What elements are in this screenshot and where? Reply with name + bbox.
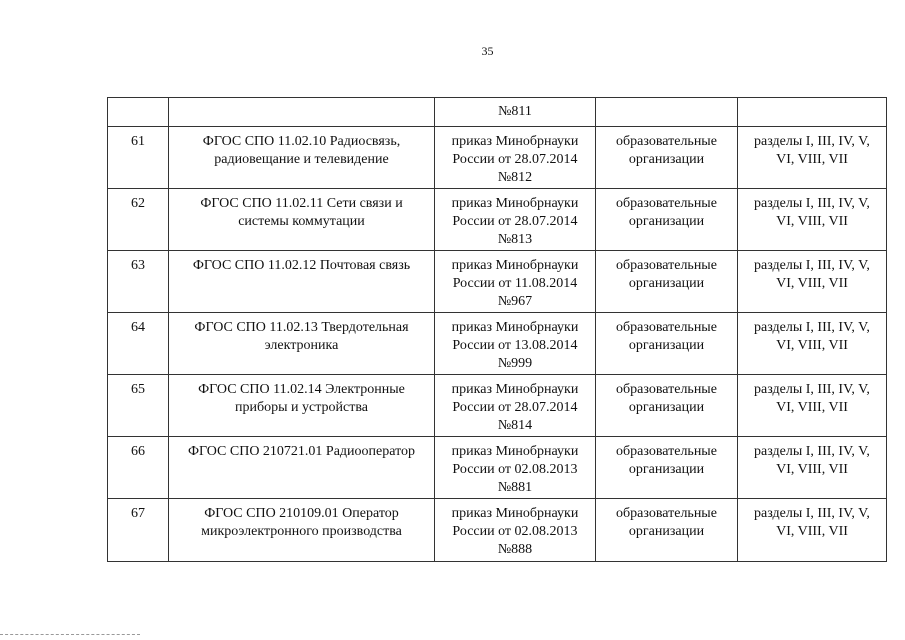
cell-line: приказ Минобрнауки — [451, 258, 579, 273]
cell-line: VI, VIII, VII — [776, 276, 848, 291]
cell-line: разделы I, III, IV, V, — [754, 506, 870, 521]
cell-line: России от 13.08.2014 — [452, 338, 578, 353]
cell-doc — [435, 251, 596, 313]
cell-line: системы коммутации — [238, 214, 365, 229]
cell-line: организации — [628, 524, 705, 539]
cell-sections — [738, 437, 887, 499]
cell-line: разделы I, III, IV, V, — [754, 258, 870, 273]
footer-rule — [0, 634, 140, 636]
cell-line: организации — [628, 276, 705, 291]
cell-num: 64 — [108, 313, 169, 375]
cell-line: №812 — [497, 170, 533, 185]
cell-sections — [738, 313, 887, 375]
cell-num: 62 — [108, 189, 169, 251]
table-row-continuation — [108, 98, 887, 127]
cell-doc — [435, 127, 596, 189]
cell-line: ФГОС СПО 11.02.12 Почтовая связь — [192, 258, 411, 273]
cell-line: образовательные — [616, 196, 717, 211]
cell-doc — [435, 437, 596, 499]
cell-name — [169, 127, 435, 189]
cell-line: VI, VIII, VII — [776, 524, 848, 539]
cell-line: образовательные — [616, 444, 717, 459]
cell-line: разделы I, III, IV, V, — [754, 134, 870, 149]
cell-line: приборы и устройства — [235, 400, 368, 415]
cell-line: ФГОС СПО 210109.01 Оператор — [204, 506, 399, 521]
cell-line: разделы I, III, IV, V, — [754, 196, 870, 211]
cell-sections — [738, 499, 887, 562]
cell-doc — [435, 499, 596, 562]
cell-line: VI, VIII, VII — [776, 400, 848, 415]
cell-subject — [596, 251, 738, 313]
cell-subject — [596, 127, 738, 189]
cell-line: приказ Минобрнауки — [451, 382, 579, 397]
cell-line: приказ Минобрнауки — [451, 506, 579, 521]
cell-subject — [596, 375, 738, 437]
cell-line: №888 — [497, 542, 533, 557]
cell-line: №881 — [497, 480, 533, 495]
cell-line: России от 11.08.2014 — [452, 276, 578, 291]
cell-line: разделы I, III, IV, V, — [754, 382, 870, 397]
cell-line: организации — [628, 214, 705, 229]
cell-line: России от 28.07.2014 — [452, 214, 578, 229]
cell-num: 61 — [108, 127, 169, 189]
standards-table — [107, 97, 887, 562]
cell-num: 66 — [108, 437, 169, 499]
cell-line: VI, VIII, VII — [776, 462, 848, 477]
cell-line: России от 28.07.2014 — [452, 400, 578, 415]
page-number: 35 — [481, 44, 494, 58]
cell-name — [169, 375, 435, 437]
table-row — [108, 499, 887, 562]
cell-line: разделы I, III, IV, V, — [754, 320, 870, 335]
cell-subject — [596, 313, 738, 375]
cell-line: микроэлектронного производства — [201, 524, 402, 539]
cell-subject — [596, 98, 738, 127]
cell-line: ФГОС СПО 11.02.11 Сети связи и — [200, 196, 403, 211]
cell-line: приказ Минобрнауки — [451, 134, 579, 149]
cell-doc — [435, 189, 596, 251]
cell-line: №813 — [497, 232, 533, 247]
cell-line: образовательные — [616, 258, 717, 273]
cell-line: №814 — [497, 418, 533, 433]
cell-line: приказ Минобрнауки — [451, 320, 579, 335]
cell-subject — [596, 189, 738, 251]
cell-subject — [596, 499, 738, 562]
cell-sections — [738, 127, 887, 189]
table-row — [108, 437, 887, 499]
cell-line: №999 — [497, 356, 533, 371]
cell-line: образовательные — [616, 506, 717, 521]
cell-line: VI, VIII, VII — [776, 152, 848, 167]
cell-num: 65 — [108, 375, 169, 437]
cell-num: 67 — [108, 499, 169, 562]
table-row — [108, 313, 887, 375]
cell-num — [108, 98, 169, 127]
cell-name — [169, 499, 435, 562]
table-row — [108, 127, 887, 189]
cell-name — [169, 313, 435, 375]
cell-line: России от 02.08.2013 — [452, 462, 578, 477]
cell-line: ФГОС СПО 11.02.13 Твердотельная — [194, 320, 409, 335]
cell-line: организации — [628, 400, 705, 415]
cell-line: ФГОС СПО 11.02.14 Электронные — [198, 382, 405, 397]
table-row — [108, 375, 887, 437]
cell-name — [169, 251, 435, 313]
cell-name — [169, 189, 435, 251]
cell-line: образовательные — [616, 134, 717, 149]
cell-line: VI, VIII, VII — [776, 338, 848, 353]
cell-line: организации — [628, 338, 705, 353]
cell-subject — [596, 437, 738, 499]
cell-line: организации — [628, 152, 705, 167]
cell-sections — [738, 189, 887, 251]
cell-line: №967 — [497, 294, 533, 309]
cell-line: ФГОС СПО 11.02.10 Радиосвязь, — [202, 134, 401, 149]
cell-sections — [738, 98, 887, 127]
cell-line: ФГОС СПО 210721.01 Радиооператор — [187, 444, 416, 459]
cell-doc — [435, 313, 596, 375]
cell-line: разделы I, III, IV, V, — [754, 444, 870, 459]
cell-name — [169, 437, 435, 499]
cell-sections — [738, 375, 887, 437]
cell-line: России от 02.08.2013 — [452, 524, 578, 539]
cell-line: образовательные — [616, 320, 717, 335]
cell-line: VI, VIII, VII — [776, 214, 848, 229]
cell-line: приказ Минобрнауки — [451, 196, 579, 211]
cell-num: 63 — [108, 251, 169, 313]
table-row — [108, 189, 887, 251]
cell-name — [169, 98, 435, 127]
table-row — [108, 251, 887, 313]
cell-line: радиовещание и телевидение — [214, 152, 389, 167]
cell-line: России от 28.07.2014 — [452, 152, 578, 167]
cell-doc: №811 — [435, 98, 596, 127]
cell-sections — [738, 251, 887, 313]
cell-doc — [435, 375, 596, 437]
cell-line: приказ Минобрнауки — [451, 444, 579, 459]
cell-line: образовательные — [616, 382, 717, 397]
cell-line: организации — [628, 462, 705, 477]
cell-line: электроника — [264, 338, 339, 353]
